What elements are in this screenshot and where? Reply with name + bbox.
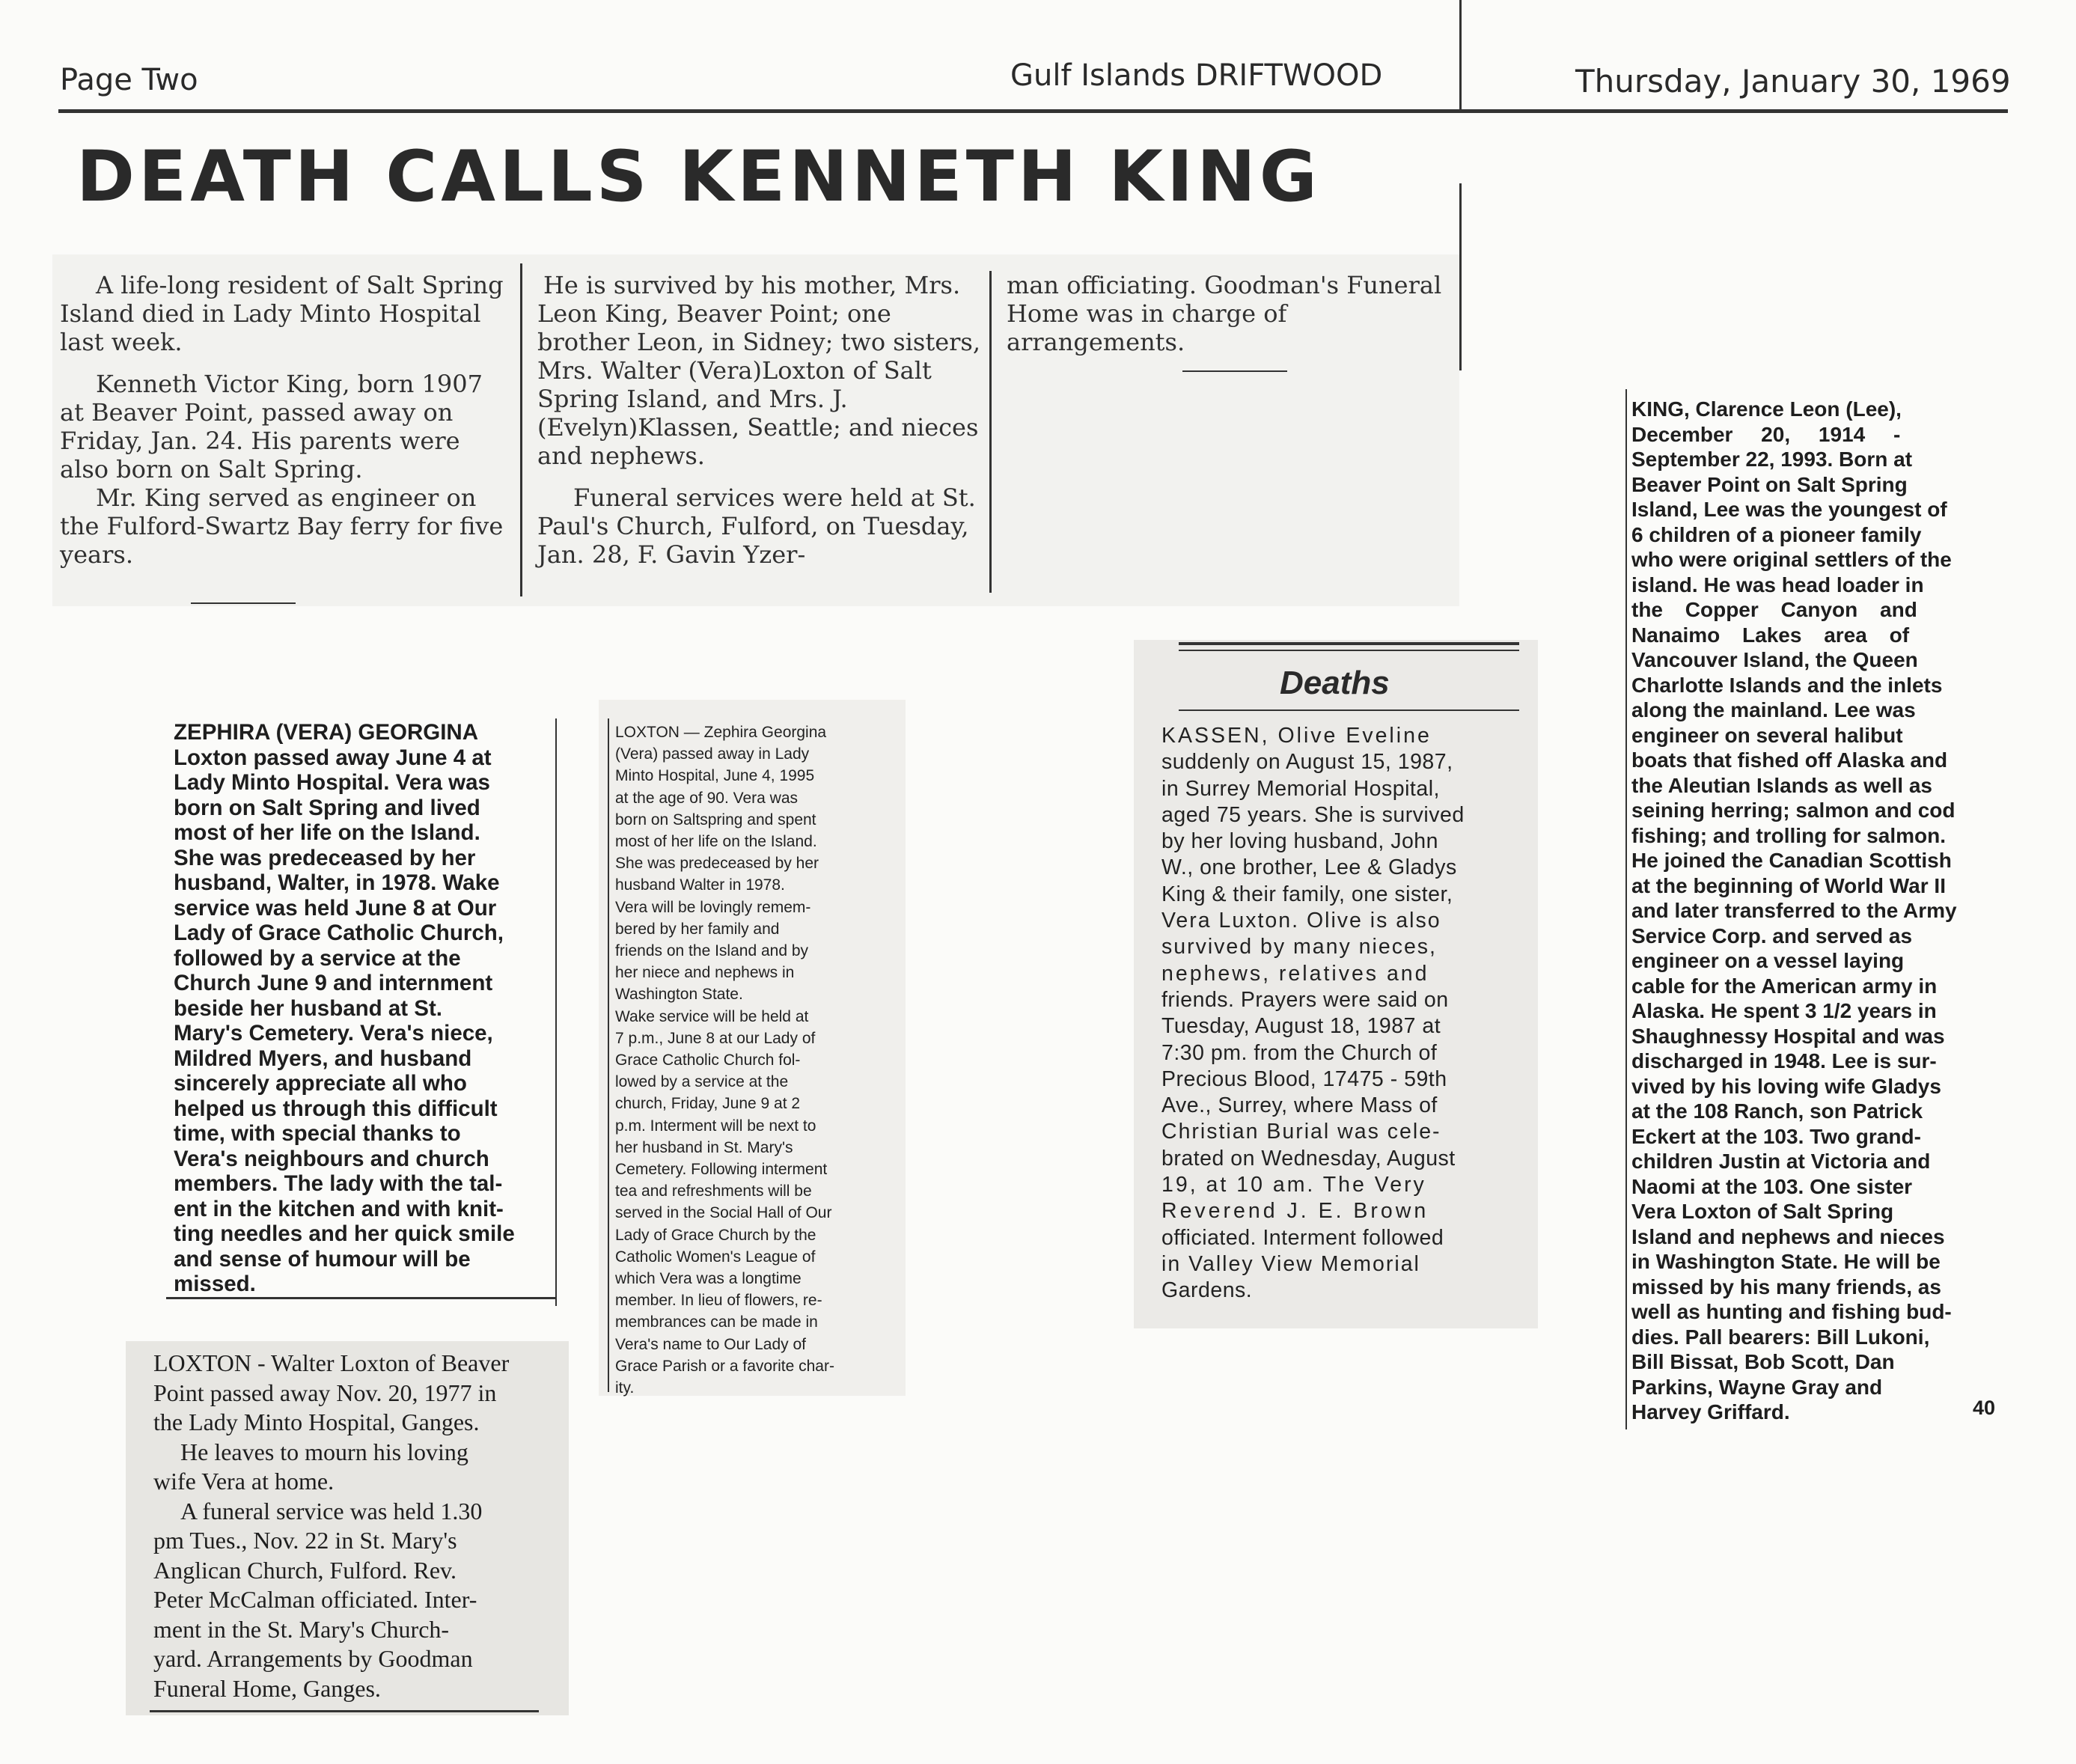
clarence-line: Shaughnessy Hospital and was (1631, 1024, 1945, 1048)
clarence-line: Charlotte Islands and the inlets (1631, 673, 1943, 697)
clarence-line: the Copper Canyon and (1631, 598, 1917, 621)
zephira-line: ent in the kitchen and with knit- (174, 1196, 504, 1221)
zephira-line: She was predeceased by her (174, 845, 476, 870)
loxton-1995-line: Lady of Grace Church by the (615, 1226, 816, 1244)
walter-line: yard. Arrangements by Goodman (153, 1645, 473, 1672)
zephira-line: service was held June 8 at Our (174, 895, 497, 921)
zephira-line: Vera's neighbours and church (174, 1146, 489, 1171)
king-article-col1 (60, 271, 509, 569)
loxton-1995-line: Vera will be lovingly remem- (615, 898, 811, 916)
clarence-line: well as hunting and fishing bud- (1631, 1300, 1952, 1323)
clarence-line: Eckert at the 103. Two grand- (1631, 1124, 1921, 1148)
loxton-1995-line: ity. (615, 1379, 635, 1397)
clarence-line: KING, Clarence Leon (Lee), (1631, 397, 1902, 421)
deaths-top-rule-1 (1179, 642, 1519, 645)
deaths-kassen-notice (1161, 723, 1517, 1304)
zephira-line: helped us through this difficult (174, 1096, 498, 1121)
loxton-1995-line: at the age of 90. Vera was (615, 789, 799, 807)
kassen-line: Gardens. (1161, 1278, 1253, 1303)
clarence-line: 6 children of a pioneer family (1631, 522, 1922, 546)
loxton-1995-line: her husband in St. Mary's (615, 1138, 793, 1156)
clarence-line: Nanaimo Lakes area of (1631, 623, 1910, 647)
zephira-line: sincerely appreciate all who (174, 1071, 467, 1096)
zephira-line: beside her husband at St. (174, 995, 442, 1021)
zephira-line: Mary's Cemetery. Vera's niece, (174, 1021, 493, 1046)
zephira-bottom-rule (166, 1297, 555, 1299)
clarence-line: along the mainland. Lee was (1631, 698, 1916, 721)
loxton-1995-line: friends on the Island and by (615, 942, 809, 960)
clarence-line: at the 108 Ranch, son Patrick (1631, 1099, 1923, 1123)
newspaper-name: Gulf Islands DRIFTWOOD (1010, 58, 1383, 93)
loxton-1995-line: Grace Parish or a favorite char- (615, 1357, 834, 1375)
clarence-number: 40 (1973, 1397, 1996, 1419)
king-col1-para2: Kenneth Victor King, born 1907 at Beaver Point, passed away on Friday, Jan. 24. His parents were also born on Salt Spring. (60, 370, 483, 483)
zephira-line: ting needles and her quick smile (174, 1221, 515, 1246)
kassen-line: 7:30 pm. from the Church of (1161, 1040, 1438, 1065)
issue-date: Thursday, January 30, 1969 (1575, 63, 2011, 100)
clarence-line: in Washington State. He will be (1631, 1250, 1941, 1273)
zephira-line: Loxton passed away June 4 at (174, 745, 492, 770)
king-col1-para1: A life-long resident of Salt Spring Island died in Lady Minto Hospital last week. (60, 271, 504, 356)
clarence-line: Vera Loxton of Salt Spring (1631, 1200, 1894, 1223)
loxton-1995-line: member. In lieu of flowers, re- (615, 1292, 822, 1310)
loxton-1995-line: husband Walter in 1978. (615, 876, 785, 894)
headline: DEATH CALLS KENNETH KING (76, 136, 1321, 218)
zephira-line: born on Salt Spring and lived (174, 795, 480, 820)
clarence-line: Service Corp. and served as (1631, 924, 1913, 947)
loxton-1995-line: bered by her family and (615, 920, 780, 938)
zephira-line: members. The lady with the tal- (174, 1171, 503, 1196)
walter-line: ment in the St. Mary's Church- (153, 1615, 450, 1643)
masthead-rule (58, 109, 2008, 113)
zephira-line: Mildred Myers, and husband (174, 1046, 472, 1071)
clarence-line: Harvey Griffard. (1631, 1400, 1790, 1423)
clarence-line: seining herring; salmon and cod (1631, 799, 1956, 822)
deaths-heading: Deaths (1280, 665, 1390, 701)
kassen-line: in Surrey Memorial Hospital, (1161, 776, 1440, 801)
clarence-left-rule (1625, 389, 1627, 1429)
loxton-1995-line: (Vera) passed away in Lady (615, 745, 810, 763)
clarence-line: vived by his loving wife Gladys (1631, 1074, 1941, 1098)
loxton-1995-line: LOXTON — Zephira Georgina (615, 724, 827, 741)
kassen-line: Ave., Surrey, where Mass of (1161, 1093, 1438, 1118)
zephira-line: Lady of Grace Catholic Church, (174, 921, 504, 945)
deaths-top-rule-2 (1179, 650, 1519, 651)
loxton-1995-line: Minto Hospital, June 4, 1995 (615, 767, 815, 785)
loxton-1995-line: Wake service will be held at (615, 1007, 809, 1025)
zephira-line: followed by a service at the (174, 945, 461, 971)
kassen-line: KASSEN, Olive Eveline (1161, 724, 1432, 748)
loxton-1995-line: Washington State. (615, 986, 743, 1004)
clarence-line: Beaver Point on Salt Spring (1631, 472, 1908, 496)
king-column-rule-2 (989, 271, 992, 593)
zephira-line: Church June 9 and internment (174, 971, 493, 995)
king-article-right-rule (1459, 183, 1462, 370)
zephira-line: husband, Walter, in 1978. Wake (174, 870, 500, 895)
king-col3-text: man officiating. Goodman's Funeral Home was in charge of arrangements. (1007, 271, 1442, 356)
clarence-line: Island, Lee was the youngest of (1631, 498, 1947, 521)
clarence-line: who were original settlers of the (1631, 548, 1952, 571)
king-article-col3 (1007, 271, 1456, 356)
loxton-1995-line: Grace Catholic Church fol- (615, 1052, 801, 1069)
kassen-line: in Valley View Memorial (1161, 1251, 1420, 1276)
clarence-line: cable for the American army in (1631, 974, 1938, 998)
loxton-1995-line: Catholic Women's League of (615, 1248, 816, 1266)
clarence-line: Naomi at the 103. One sister (1631, 1174, 1913, 1198)
king-col3-end-rule (1182, 370, 1287, 372)
king-article-col2 (537, 271, 986, 569)
loxton-1995-line: p.m. Interment will be next to (615, 1117, 816, 1135)
loxton-1995-line: lowed by a service at the (615, 1073, 789, 1091)
walter-line: Funeral Home, Ganges. (153, 1674, 381, 1702)
clarence-line: He joined the Canadian Scottish (1631, 849, 1952, 872)
kassen-line: Reverend J. E. Brown (1161, 1199, 1429, 1224)
kassen-line: friends. Prayers were said on (1161, 987, 1449, 1012)
kassen-line: Christian Burial was cele- (1161, 1120, 1441, 1144)
zephira-line: and sense of humour will be (174, 1246, 471, 1272)
kassen-line: King & their family, one sister, (1161, 882, 1453, 906)
walter-bottom-rule (150, 1710, 539, 1712)
clarence-line: Bill Bissat, Bob Scott, Dan (1631, 1350, 1895, 1373)
loxton-1995-left-rule (608, 718, 609, 1392)
walter-line: pm Tues., Nov. 22 in St. Mary's (153, 1527, 457, 1554)
clarence-line: boats that fished off Alaska and (1631, 748, 1948, 772)
clarence-line: dies. Pall bearers: Bill Lukoni, (1631, 1325, 1930, 1349)
clarence-notice (1631, 397, 2009, 1425)
clarence-line: Alaska. He spent 3 1/2 years in (1631, 999, 1937, 1022)
clarence-line: discharged in 1948. Lee is sur- (1631, 1049, 1937, 1072)
loxton-1995-line: most of her life on the Island. (615, 833, 817, 851)
clarence-line: children Justin at Victoria and (1631, 1150, 1931, 1173)
clarence-line: Vancouver Island, the Queen (1631, 648, 1918, 671)
walter-notice (153, 1349, 573, 1703)
king-col2-para1: He is survived by his mother, Mrs. Leon King, Beaver Point; one brother Leon, in Sidney; two sisters, Mrs. Walter (Vera)Loxton of Salt Spring Island, and Mrs. J. (Evelyn)Klassen, Seattle; and nieces and nephews. (537, 271, 981, 470)
clarence-line: engineer on several halibut (1631, 723, 1903, 747)
loxton-1995-notice (615, 721, 900, 1399)
loxton-1995-line: which Vera was a longtime (615, 1270, 802, 1288)
loxton-1995-line: membrances can be made in (615, 1313, 818, 1331)
loxton-1995-line: church, Friday, June 9 at 2 (615, 1095, 801, 1113)
loxton-1995-line: Vera's name to Our Lady of (615, 1335, 806, 1353)
walter-line: He leaves to mourn his loving (180, 1438, 468, 1465)
clarence-line: December 20, 1914 - (1631, 422, 1901, 446)
walter-line: Peter McCalman officiated. Inter- (153, 1586, 477, 1613)
zephira-line: time, with special thanks to (174, 1121, 461, 1146)
zephira-line: most of her life on the Island. (174, 820, 480, 845)
clarence-line: Island and nephews and nieces (1631, 1224, 1945, 1248)
loxton-1995-line: 7 p.m., June 8 at our Lady of (615, 1029, 816, 1047)
walter-line: LOXTON - Walter Loxton of Beaver (153, 1349, 510, 1376)
zephira-right-rule (555, 718, 557, 1306)
masthead-divider (1459, 0, 1462, 112)
kassen-line: brated on Wednesday, August (1161, 1146, 1456, 1171)
loxton-1995-line: served in the Social Hall of Our (615, 1204, 832, 1222)
loxton-1995-line: Cemetery. Following interment (615, 1161, 828, 1179)
clarence-line: missed by his many friends, as (1631, 1275, 1941, 1298)
loxton-1995-line: her niece and nephews in (615, 964, 795, 982)
zephira-line: ZEPHIRA (VERA) GEORGINA (174, 720, 479, 745)
deaths-heading-rule (1179, 709, 1519, 711)
king-col1-para3: Mr. King served as engineer on the Fulford-Swartz Bay ferry for five years. (60, 483, 504, 569)
kassen-line: Precious Blood, 17475 - 59th (1161, 1066, 1447, 1091)
kassen-line: W., one brother, Lee & Gladys (1161, 855, 1457, 880)
walter-line: wife Vera at home. (153, 1468, 335, 1495)
walter-line: A funeral service was held 1.30 (180, 1497, 483, 1525)
kassen-line: officiated. Interment followed (1161, 1225, 1444, 1250)
walter-line: the Lady Minto Hospital, Ganges. (153, 1409, 480, 1435)
clarence-line: at the beginning of World War II (1631, 873, 1946, 897)
clarence-line: September 22, 1993. Born at (1631, 448, 1913, 471)
clarence-line: engineer on a vessel laying (1631, 949, 1905, 972)
loxton-1995-line: She was predeceased by her (615, 855, 819, 873)
walter-line: Anglican Church, Fulford. Rev. (153, 1556, 457, 1584)
king-col1-end-rule (191, 602, 296, 604)
clarence-line: and later transferred to the Army (1631, 899, 1957, 922)
loxton-1995-line: tea and refreshments will be (615, 1182, 812, 1200)
kassen-line: suddenly on August 15, 1987, (1161, 750, 1453, 775)
king-col2-para2: Funeral services were held at St. Paul's Church, Fulford, on Tuesday, Jan. 28, F. Gavin Yzer- (537, 483, 976, 569)
page-number: Page Two (60, 63, 198, 97)
clarence-line: the Aleutian Islands as well as (1631, 773, 1932, 797)
zephira-line: missed. (174, 1272, 256, 1296)
kassen-line: 19, at 10 am. The Very (1161, 1173, 1426, 1197)
kassen-line: aged 75 years. She is survived (1161, 802, 1465, 827)
kassen-line: by her loving husband, John (1161, 829, 1439, 854)
kassen-line: nephews, relatives and (1161, 961, 1429, 986)
clarence-line: fishing; and trolling for salmon. (1631, 823, 1946, 847)
loxton-1995-line: born on Saltspring and spent (615, 811, 816, 828)
kassen-line: Tuesday, August 18, 1987 at (1161, 1014, 1441, 1039)
clarence-line: Parkins, Wayne Gray and (1631, 1375, 1883, 1399)
zephira-line: Lady Minto Hospital. Vera was (174, 770, 490, 795)
clarence-line: island. He was head loader in (1631, 573, 1924, 596)
walter-line: Point passed away Nov. 20, 1977 in (153, 1379, 497, 1406)
king-column-rule-1 (520, 263, 522, 596)
kassen-line: Vera Luxton. Olive is also (1161, 909, 1441, 933)
kassen-line: survived by many nieces, (1161, 935, 1437, 959)
zephira-notice (174, 720, 548, 1297)
